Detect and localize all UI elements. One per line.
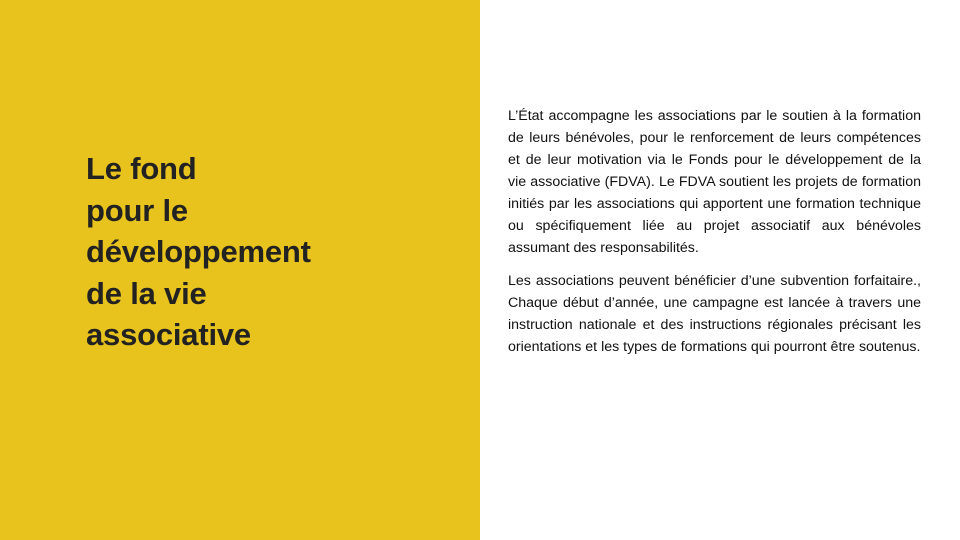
slide-title [86, 148, 446, 356]
title-line: Le fond [86, 151, 197, 186]
body-text [508, 105, 921, 369]
title-line: de la vie [86, 275, 207, 311]
title-line: associative [86, 317, 251, 352]
title-line: développement [86, 234, 311, 269]
paragraph-subvention: Les associations peuvent bénéficier d’une subvention forfaitaire., Chaque début d’année, une campagne est lancée à travers une instruction nationale et des instructions régionales précisant les orientations et les types de formations qui pourront être soutenus. [508, 273, 921, 355]
paragraph-intro: L’État accompagne les associations par le soutien à la formation de leurs bénévoles, pour le renforcement de leurs compétences et de leur motivation via le Fonds pour le développement de la vie associative (FDVA). Le FDVA soutient les projets de formation initiés par les associations qui apportent une formation technique ou spécifiquement liée au projet associatif aux bénévoles assumant des responsabilités. [508, 108, 921, 256]
title-line: pour le [86, 192, 188, 228]
